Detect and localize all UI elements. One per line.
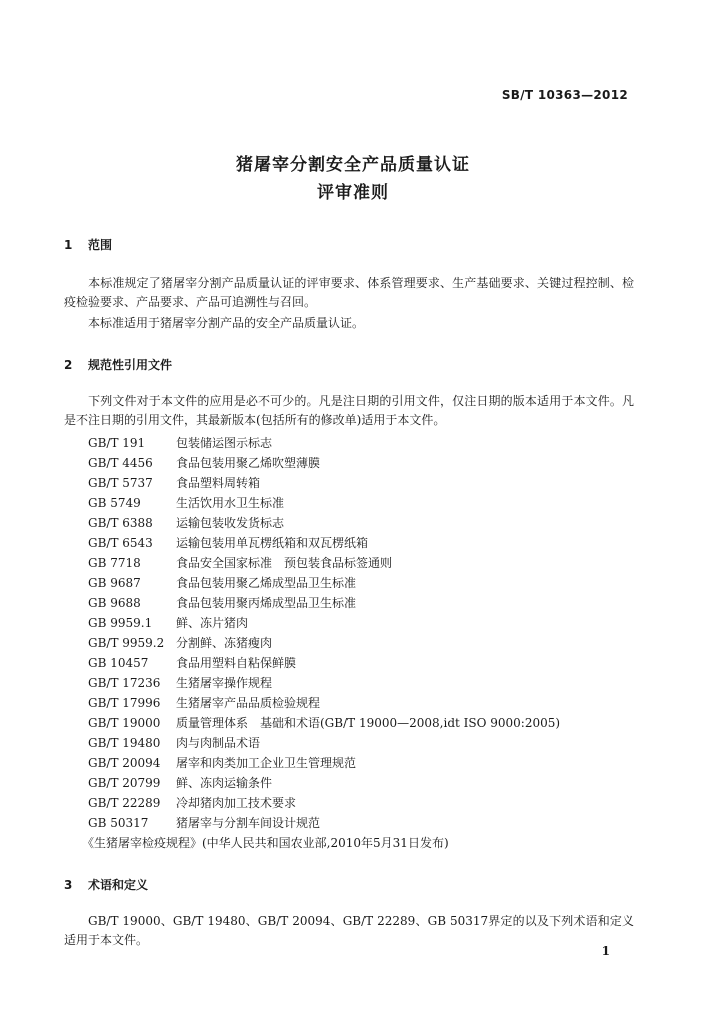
reference-item: GB 7718 食品安全国家标准 预包装食品标签通则: [88, 556, 393, 570]
reference-item: GB/T 22289 冷却猪肉加工技术要求: [88, 796, 297, 810]
section-title: 术语和定义: [88, 878, 149, 892]
reference-item: GB/T 17236 生猪屠宰操作规程: [88, 676, 273, 690]
reference-item: GB/T 5737 食品塑料周转箱: [88, 476, 261, 490]
document-title-line-1: 猪屠宰分割安全产品质量认证: [236, 155, 470, 175]
section-number: 1: [64, 238, 73, 252]
reference-item: GB 9688 食品包装用聚丙烯成型品卫生标准: [88, 596, 357, 610]
reference-item: GB/T 20799 鲜、冻肉运输条件: [88, 776, 273, 790]
section-title: 规范性引用文件: [88, 358, 173, 372]
reference-item: GB/T 20094 屠宰和肉类加工企业卫生管理规范: [88, 756, 357, 770]
reference-item: GB 9959.1 鲜、冻片猪肉: [88, 616, 249, 630]
references-intro-paragraph: 下列文件对于本文件的应用是必不可少的。凡是注日期的引用文件，仅注日期的版本适用于本文件。凡是不注日期的引用文件，其最新版本(包括所有的修改单)适用于本文件。: [64, 394, 634, 427]
document-title-line-2: 评审准则: [317, 183, 389, 203]
section-number: 2: [64, 358, 73, 372]
reference-item: GB/T 9959.2 分割鲜、冻猪瘦肉: [88, 636, 273, 650]
section-heading-terms-and-definitions: [64, 876, 148, 893]
reference-item: GB/T 17996 生猪屠宰产品品质检验规程: [88, 696, 321, 710]
reference-item: GB/T 191 包装储运图示标志: [88, 436, 273, 450]
reference-item: GB/T 6388 运输包装收发货标志: [88, 516, 285, 530]
reference-item: GB 5749 生活饮用水卫生标准: [88, 496, 285, 510]
section-title: 范围: [88, 238, 113, 252]
page-number: 1: [601, 944, 610, 958]
reference-item: GB/T 6543 运输包装用单瓦楞纸箱和双瓦楞纸箱: [88, 536, 369, 550]
reference-item: GB 50317 猪屠宰与分割车间设计规范: [88, 816, 321, 830]
reference-item: GB/T 19000 质量管理体系 基础和术语(GB/T 19000—2008,idt ISO 9000:2005): [88, 716, 561, 730]
reference-item: GB 9687 食品包装用聚乙烯成型品卫生标准: [88, 576, 357, 590]
section-number: 3: [64, 878, 73, 892]
reference-item: GB/T 4456 食品包装用聚乙烯吹塑薄膜: [88, 456, 321, 470]
terms-paragraph: GB/T 19000、GB/T 19480、GB/T 20094、GB/T 22289、GB 50317界定的以及下列术语和定义适用于本文件。: [64, 914, 634, 947]
reference-item: GB/T 19480 肉与肉制品术语: [88, 736, 261, 750]
reference-item-extra: 《生猪屠宰检疫规程》(中华人民共和国农业部,2010年5月31日发布): [82, 836, 449, 850]
reference-item: GB 10457 食品用塑料自粘保鲜膜: [88, 656, 297, 670]
scope-paragraph-2: 本标准适用于猪屠宰分割产品的安全产品质量认证。: [88, 316, 365, 330]
section-heading-normative-references: [64, 356, 172, 373]
section-heading-scope: [64, 236, 112, 253]
scope-paragraph-1: 本标准规定了猪屠宰分割产品质量认证的评审要求、体系管理要求、生产基础要求、关键过程控制、检疫检验要求、产品要求、产品可追溯性与召回。: [64, 276, 634, 309]
standard-code: SB/T 10363—2012: [501, 88, 628, 102]
